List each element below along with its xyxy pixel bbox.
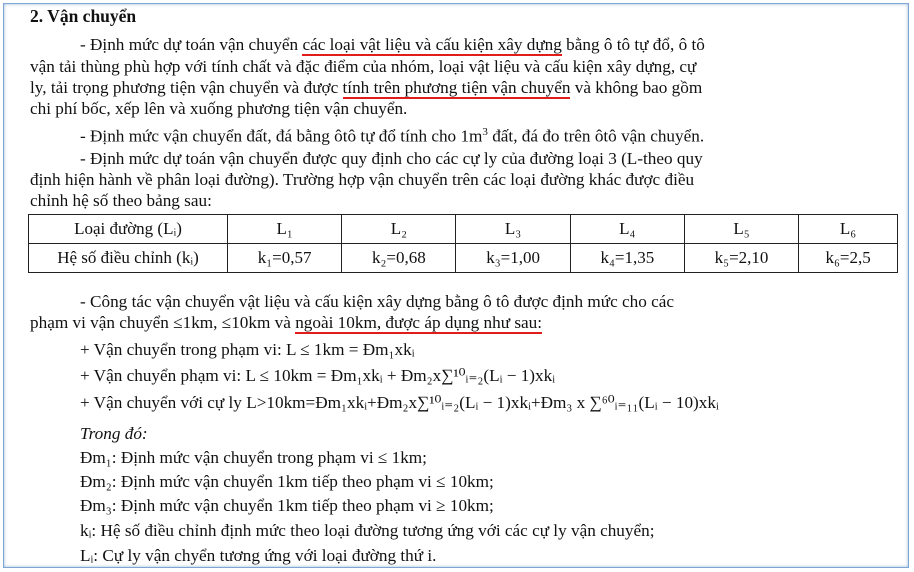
section-heading: 2. Vận chuyển: [30, 6, 137, 26]
table-cell: k₅=2,10: [684, 244, 798, 273]
underlined-text: các loại vật liệu và cấu kiện xây dựng: [302, 35, 562, 54]
text: đất, đá đo trên ôtô vận chuyển.: [487, 126, 705, 146]
table-cell: Loại đường (Lᵢ): [29, 215, 228, 244]
superscript: 3: [482, 126, 488, 138]
definition-item: kᵢ: Hệ số điều chỉnh định mức theo loại đường tương ứng với các cự ly vận chuyển;: [80, 521, 655, 540]
table-row: [29, 244, 898, 273]
definition-item: Đm₁: Định mức vận chuyển trong phạm vi ≤ 1km;: [80, 448, 427, 467]
text: - Định mức dự toán vận chuyển: [80, 35, 303, 54]
table-cell: L₂: [342, 215, 456, 244]
text: và không bao gồm: [570, 78, 703, 97]
para3-line3: chỉnh hệ số theo bảng sau:: [30, 191, 212, 210]
underlined-text: tính trên phương tiện vận chuyển: [342, 78, 571, 97]
definition-item: Đm₂: Định mức vận chuyển 1km tiếp theo phạm vi ≤ 10km;: [80, 472, 494, 491]
para3-line1: - Định mức dự toán vận chuyển được quy định cho các cự ly của đường loại 3 (L-theo quy: [80, 149, 703, 168]
para4-line1: - Công tác vận chuyển vật liệu và cấu kiện xây dựng bằng ô tô được định mức cho các: [80, 292, 675, 311]
para1-line2: vận tải thùng phù hợp với tính chất và đặc điểm của nhóm, loại vật liệu và cấu kiện xây dựng, cự: [30, 57, 697, 76]
table-row: [29, 215, 898, 244]
table-cell: k₂=0,68: [342, 244, 456, 273]
definition-item: Lᵢ: Cự ly vận chyển tương ứng với loại đường thứ i.: [80, 546, 437, 565]
formula-1: + Vận chuyển trong phạm vi: L ≤ 1km = Đm₁xkᵢ: [80, 340, 415, 359]
para3-line2: định hiện hành về phân loại đường). Trường hợp vận chuyển trên các loại đường khác được điều: [30, 170, 695, 189]
para4-line2: [30, 313, 542, 333]
para1-line3: [30, 78, 702, 98]
table-cell: k₆=2,5: [799, 244, 898, 273]
table-cell: Hệ số điều chỉnh (kᵢ): [29, 244, 228, 273]
table-cell: k₄=1,35: [570, 244, 684, 273]
text: - Định mức vận chuyển đất, đá bằng ôtô tự đổ tính cho 1m: [80, 126, 483, 146]
text: ly, tải trọng phương tiện vận chuyển và được: [30, 78, 343, 97]
table-cell: k₁=0,57: [228, 244, 342, 273]
table-cell: L₆: [799, 215, 898, 244]
where-label: Trong đó:: [80, 424, 148, 443]
table-cell: L₃: [456, 215, 570, 244]
road-coefficient-table: [28, 214, 898, 273]
para2-line: [80, 122, 704, 147]
table-cell: L₅: [684, 215, 798, 244]
table-cell: k₃=1,00: [456, 244, 570, 273]
underlined-text: ngoài 10km, được áp dụng như sau:: [295, 313, 543, 332]
definition-item: Đm₃: Định mức vận chuyển 1km tiếp theo phạm vi ≥ 10km;: [80, 496, 494, 515]
text: phạm vi vận chuyển ≤1km, ≤10km và: [30, 313, 296, 332]
table-cell: L₄: [570, 215, 684, 244]
table-cell: L₁: [228, 215, 342, 244]
text: bằng ô tô tự đổ, ô tô: [561, 35, 705, 54]
para1-line4: chi phí bốc, xếp lên và xuống phương tiện vận chuyển.: [30, 99, 408, 118]
formula-2: + Vận chuyển phạm vi: L ≤ 10km = Đm₁xkᵢ + Đm₂x∑¹⁰ᵢ₌₂(Lᵢ − 1)xkᵢ: [80, 366, 556, 385]
para1-line1: [80, 35, 705, 55]
formula-3: + Vận chuyển với cự ly L>10km=Đm₁xkᵢ+Đm₂x∑¹⁰ᵢ₌₂(Lᵢ − 1)xkᵢ+Đm₃ x ∑⁶⁰ᵢ₌₁₁(Lᵢ − 10)xkᵢ: [80, 393, 719, 412]
